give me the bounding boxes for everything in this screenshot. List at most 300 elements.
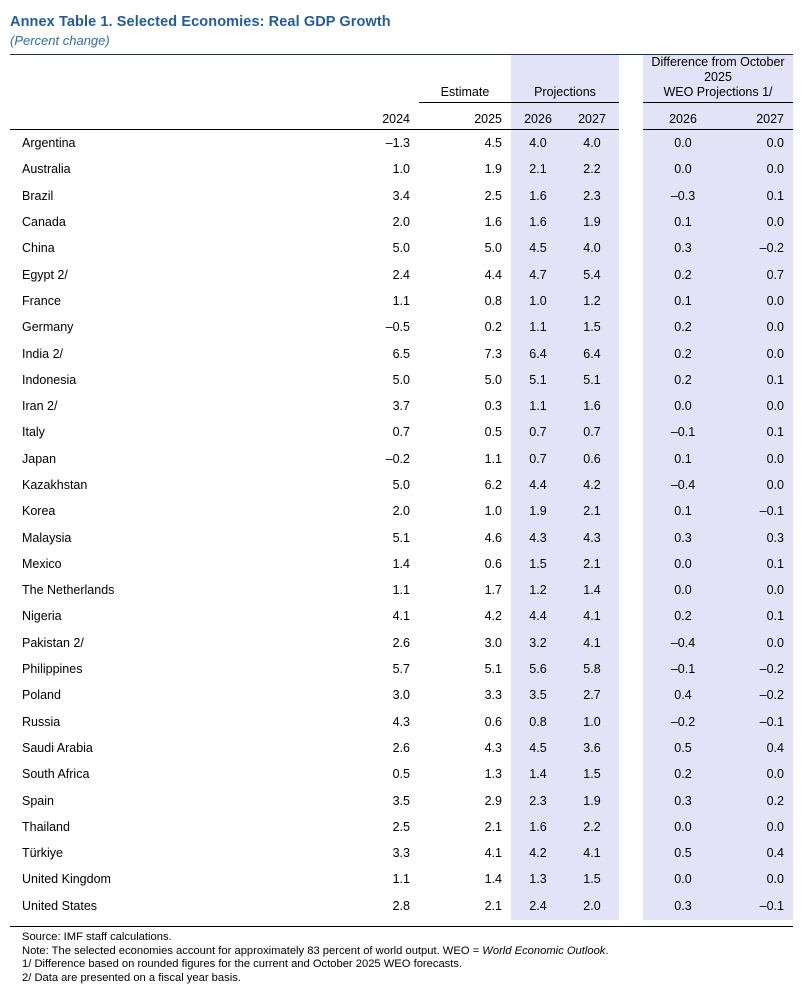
table-row <box>10 682 793 708</box>
cell-2026-projection: 1.6 <box>511 183 565 209</box>
cell-2026-projection: 6.4 <box>511 340 565 366</box>
cell-2025-estimate: 0.3 <box>484 399 502 414</box>
cell-diff-2026: –0.4 <box>643 630 723 656</box>
cell-2024: 1.4 <box>392 556 410 571</box>
cell-2027-projection: 2.2 <box>565 156 619 182</box>
cell-gap <box>619 840 643 866</box>
cell-gap <box>619 709 643 735</box>
cell-2026-projection: 1.4 <box>511 761 565 787</box>
cell-2026-projection: 4.5 <box>511 235 565 261</box>
cell-diff-2026: 0.2 <box>643 603 723 629</box>
cell-2024: –0.2 <box>385 451 410 466</box>
cell-2025-estimate: 1.4 <box>484 872 502 887</box>
cell-2027-projection: 6.4 <box>565 340 619 366</box>
cell-diff-2026: 0.4 <box>643 682 723 708</box>
cell-2027-projection: 2.1 <box>565 551 619 577</box>
cell-2027-projection: 5.1 <box>565 367 619 393</box>
header-year-diff-2027: 2027 <box>723 105 793 130</box>
cell-diff-2026: 0.2 <box>643 761 723 787</box>
cell-2024: 2.6 <box>392 635 410 650</box>
cell-2027-projection: 2.3 <box>565 183 619 209</box>
cell-2024: 6.5 <box>392 346 410 361</box>
cell-2027-projection: 4.2 <box>565 472 619 498</box>
cell-country: Türkiye <box>22 846 63 861</box>
cell-2026-projection: 4.2 <box>511 840 565 866</box>
cell-gap <box>619 551 643 577</box>
cell-2027-projection: 0.7 <box>565 419 619 445</box>
cell-gap <box>619 866 643 892</box>
cell-2026-projection: 4.4 <box>511 603 565 629</box>
cell-2027-projection: 4.0 <box>565 130 619 157</box>
cell-2025-estimate: 1.0 <box>484 504 502 519</box>
cell-gap <box>619 446 643 472</box>
cell-gap <box>619 603 643 629</box>
cell-diff-2026: –0.1 <box>643 419 723 445</box>
cell-diff-2027: –0.1 <box>723 709 793 735</box>
table-row <box>10 209 793 235</box>
cell-2027-projection: 4.1 <box>565 630 619 656</box>
cell-2024: 5.1 <box>392 530 410 545</box>
cell-diff-2027: 0.4 <box>723 735 793 761</box>
cell-2024: 2.8 <box>392 898 410 913</box>
note-general <box>22 945 793 959</box>
cell-country: Canada <box>22 215 66 230</box>
cell-diff-2027: 0.0 <box>723 472 793 498</box>
table-row <box>10 787 793 813</box>
cell-gap <box>619 235 643 261</box>
page-title: Annex Table 1. Selected Economies: Real GDP Growth <box>10 14 391 30</box>
cell-diff-2026: 0.0 <box>643 814 723 840</box>
cell-2027-projection: 2.0 <box>565 893 619 920</box>
header-group-estimate <box>419 55 511 105</box>
cell-2025-estimate: 4.1 <box>484 846 502 861</box>
cell-2024: 1.1 <box>392 293 410 308</box>
cell-diff-2026: 0.5 <box>643 735 723 761</box>
cell-2024: 0.7 <box>392 425 410 440</box>
table-row <box>10 340 793 366</box>
table-row <box>10 735 793 761</box>
cell-diff-2027: 0.3 <box>723 524 793 550</box>
table-row <box>10 840 793 866</box>
group-header-row <box>10 55 793 105</box>
cell-2025-estimate: 1.9 <box>484 162 502 177</box>
cell-2025-estimate: 1.1 <box>484 451 502 466</box>
cell-country: Russia <box>22 714 61 729</box>
cell-country: Brazil <box>22 188 54 203</box>
cell-2025-estimate: 1.7 <box>484 583 502 598</box>
cell-country: Kazakhstan <box>22 478 88 492</box>
table-row <box>10 419 793 445</box>
cell-2027-projection: 5.8 <box>565 656 619 682</box>
note-general-suffix: . <box>605 944 609 957</box>
cell-2024: 3.4 <box>392 188 410 203</box>
cell-2025-estimate: 0.5 <box>484 425 502 440</box>
table-row <box>10 314 793 340</box>
cell-diff-2027: 0.0 <box>723 130 793 157</box>
cell-2026-projection: 2.4 <box>511 893 565 920</box>
cell-2027-projection: 1.5 <box>565 761 619 787</box>
cell-diff-2027: –0.2 <box>723 235 793 261</box>
table-row <box>10 893 793 920</box>
cell-diff-2027: 0.0 <box>723 156 793 182</box>
cell-2025-estimate: 0.2 <box>484 320 502 335</box>
cell-2026-projection: 1.5 <box>511 551 565 577</box>
cell-country: Germany <box>22 320 74 335</box>
cell-2026-projection: 4.5 <box>511 735 565 761</box>
cell-country: China <box>22 241 55 256</box>
table-row <box>10 630 793 656</box>
cell-2027-projection: 1.0 <box>565 709 619 735</box>
table-row <box>10 709 793 735</box>
cell-2027-projection: 1.6 <box>565 393 619 419</box>
cell-2024: 2.5 <box>392 819 410 834</box>
cell-2026-projection: 3.2 <box>511 630 565 656</box>
cell-2026-projection: 2.1 <box>511 156 565 182</box>
cell-country: Iran 2/ <box>22 399 58 414</box>
cell-2024: 3.0 <box>392 688 410 703</box>
cell-gap <box>619 367 643 393</box>
cell-diff-2026: 0.0 <box>643 551 723 577</box>
gdp-table <box>10 55 793 920</box>
table-row <box>10 472 793 498</box>
header-blank-2024 <box>363 55 419 105</box>
cell-gap <box>619 340 643 366</box>
table-row <box>10 183 793 209</box>
cell-country: Indonesia <box>22 372 77 387</box>
cell-2027-projection: 1.5 <box>565 314 619 340</box>
header-group-projections <box>511 55 619 105</box>
header-group-difference <box>643 55 793 105</box>
table-row <box>10 577 793 603</box>
table-row <box>10 288 793 314</box>
cell-2027-projection: 4.3 <box>565 524 619 550</box>
cell-2025-estimate: 6.2 <box>484 478 502 492</box>
cell-2026-projection: 0.7 <box>511 446 565 472</box>
cell-2027-projection: 4.1 <box>565 603 619 629</box>
cell-diff-2027: 0.1 <box>723 367 793 393</box>
header-group-difference-line1: Difference from October 2025 <box>651 55 785 84</box>
cell-2024: –0.5 <box>385 320 410 335</box>
header-year-2025: 2025 <box>419 105 511 130</box>
cell-2024: 4.1 <box>392 609 410 624</box>
header-gap-column <box>619 55 643 105</box>
cell-country: Mexico <box>22 556 62 571</box>
cell-country: France <box>22 293 61 308</box>
cell-diff-2027: 0.1 <box>723 419 793 445</box>
cell-2025-estimate: 5.0 <box>484 372 502 387</box>
cell-country: South Africa <box>22 767 90 782</box>
cell-2027-projection: 1.2 <box>565 288 619 314</box>
cell-gap <box>619 761 643 787</box>
cell-2024: 3.3 <box>392 846 410 861</box>
cell-2025-estimate: 0.6 <box>484 556 502 571</box>
cell-country: Korea <box>22 504 56 519</box>
table-row <box>10 393 793 419</box>
cell-2027-projection: 3.6 <box>565 735 619 761</box>
cell-diff-2027: 0.0 <box>723 446 793 472</box>
cell-gap <box>619 472 643 498</box>
header-year-proj-2027: 2027 <box>565 105 619 130</box>
cell-country: Argentina <box>22 136 76 151</box>
cell-diff-2026: 0.3 <box>643 787 723 813</box>
table-row <box>10 367 793 393</box>
cell-diff-2027: 0.0 <box>723 761 793 787</box>
year-header-row <box>10 105 793 130</box>
cell-diff-2027: 0.2 <box>723 787 793 813</box>
cell-2026-projection: 0.7 <box>511 419 565 445</box>
cell-country: Japan <box>22 451 57 466</box>
cell-2026-projection: 2.3 <box>511 787 565 813</box>
cell-diff-2027: 0.4 <box>723 840 793 866</box>
cell-2026-projection: 4.7 <box>511 261 565 287</box>
cell-2024: 5.0 <box>392 372 410 387</box>
cell-diff-2027: 0.1 <box>723 183 793 209</box>
cell-2025-estimate: 4.5 <box>484 136 502 151</box>
cell-2024: 1.1 <box>392 872 410 887</box>
cell-2024: 1.1 <box>392 583 410 598</box>
cell-2025-estimate: 5.0 <box>484 241 502 256</box>
table-row <box>10 156 793 182</box>
note-footnote-2: 2/ Data are presented on a fiscal year basis. <box>22 971 241 984</box>
cell-2024: 5.0 <box>392 241 410 256</box>
cell-diff-2027: –0.1 <box>723 498 793 524</box>
cell-2026-projection: 4.4 <box>511 472 565 498</box>
cell-gap <box>619 419 643 445</box>
cell-diff-2027: 0.0 <box>723 314 793 340</box>
cell-gap <box>619 209 643 235</box>
cell-diff-2026: 0.0 <box>643 577 723 603</box>
table-row <box>10 498 793 524</box>
cell-2026-projection: 4.0 <box>511 130 565 157</box>
cell-gap <box>619 524 643 550</box>
cell-country: Australia <box>22 162 71 177</box>
cell-diff-2026: 0.5 <box>643 840 723 866</box>
table-row <box>10 446 793 472</box>
cell-gap <box>619 630 643 656</box>
note-footnote-1: 1/ Difference based on rounded figures for the current and October 2025 WEO forecasts. <box>22 958 463 971</box>
header-gap-blank <box>619 105 643 130</box>
cell-diff-2026: 0.0 <box>643 156 723 182</box>
table-row <box>10 603 793 629</box>
cell-2026-projection: 3.5 <box>511 682 565 708</box>
cell-gap <box>619 656 643 682</box>
cell-2027-projection: 4.1 <box>565 840 619 866</box>
cell-2025-estimate: 1.6 <box>484 215 502 230</box>
table-row <box>10 235 793 261</box>
cell-diff-2026: 0.0 <box>643 393 723 419</box>
cell-diff-2026: –0.3 <box>643 183 723 209</box>
header-year-2024: 2024 <box>363 105 419 130</box>
cell-2024: 1.0 <box>392 162 410 177</box>
cell-diff-2026: 0.2 <box>643 314 723 340</box>
cell-gap <box>619 156 643 182</box>
cell-2025-estimate: 5.1 <box>484 662 502 677</box>
cell-country: Egypt 2/ <box>22 267 68 282</box>
cell-2027-projection: 1.9 <box>565 209 619 235</box>
cell-gap <box>619 314 643 340</box>
note-general-prefix: Note: The selected economies account for approximately 83 percent of world output. WEO = <box>22 944 483 957</box>
cell-country: United States <box>22 898 98 913</box>
cell-2026-projection: 1.1 <box>511 393 565 419</box>
cell-country: India 2/ <box>22 346 64 361</box>
cell-country: Poland <box>22 688 61 703</box>
cell-gap <box>619 130 643 157</box>
header-group-difference-line2: WEO Projections 1/ <box>663 85 773 99</box>
table-row <box>10 261 793 287</box>
cell-2025-estimate: 4.4 <box>484 267 502 282</box>
cell-diff-2026: –0.4 <box>643 472 723 498</box>
cell-country: Malaysia <box>22 530 72 545</box>
cell-2026-projection: 1.6 <box>511 209 565 235</box>
cell-gap <box>619 288 643 314</box>
cell-2026-projection: 1.1 <box>511 314 565 340</box>
cell-2026-projection: 1.2 <box>511 577 565 603</box>
cell-country: Italy <box>22 425 45 440</box>
cell-2024: –1.3 <box>385 136 410 151</box>
header-country-blank <box>10 105 363 130</box>
cell-gap <box>619 577 643 603</box>
cell-2026-projection: 1.9 <box>511 498 565 524</box>
cell-gap <box>619 498 643 524</box>
cell-2024: 3.5 <box>392 793 410 808</box>
cell-2024: 0.5 <box>392 767 410 782</box>
table-row <box>10 761 793 787</box>
cell-gap <box>619 261 643 287</box>
cell-gap <box>619 787 643 813</box>
cell-diff-2027: 0.0 <box>723 577 793 603</box>
cell-2026-projection: 4.3 <box>511 524 565 550</box>
table-row <box>10 524 793 550</box>
cell-2027-projection: 2.1 <box>565 498 619 524</box>
cell-diff-2027: 0.0 <box>723 393 793 419</box>
table-body <box>10 130 793 920</box>
header-year-proj-2026: 2026 <box>511 105 565 130</box>
cell-country: Pakistan 2/ <box>22 635 84 650</box>
cell-gap <box>619 893 643 920</box>
cell-2025-estimate: 2.1 <box>484 898 502 913</box>
cell-gap <box>619 393 643 419</box>
table-row <box>10 866 793 892</box>
cell-country: Nigeria <box>22 609 62 624</box>
cell-diff-2026: 0.0 <box>643 130 723 157</box>
cell-diff-2027: –0.1 <box>723 893 793 920</box>
page-subtitle: (Percent change) <box>10 33 110 48</box>
cell-gap <box>619 682 643 708</box>
cell-2027-projection: 1.4 <box>565 577 619 603</box>
cell-diff-2027: 0.1 <box>723 603 793 629</box>
cell-diff-2027: 0.0 <box>723 866 793 892</box>
cell-2027-projection: 1.9 <box>565 787 619 813</box>
cell-country: Spain <box>22 793 54 808</box>
cell-2025-estimate: 1.3 <box>484 767 502 782</box>
cell-2025-estimate: 2.5 <box>484 188 502 203</box>
cell-diff-2026: 0.1 <box>643 446 723 472</box>
cell-diff-2027: 0.0 <box>723 209 793 235</box>
cell-2025-estimate: 4.6 <box>484 530 502 545</box>
table-row <box>10 551 793 577</box>
cell-2026-projection: 1.6 <box>511 814 565 840</box>
cell-2027-projection: 2.7 <box>565 682 619 708</box>
cell-2024: 2.6 <box>392 740 410 755</box>
cell-2025-estimate: 7.3 <box>484 346 502 361</box>
cell-diff-2027: –0.2 <box>723 682 793 708</box>
cell-diff-2026: 0.1 <box>643 288 723 314</box>
cell-diff-2026: 0.1 <box>643 209 723 235</box>
cell-2025-estimate: 0.8 <box>484 293 502 308</box>
cell-2025-estimate: 2.9 <box>484 793 502 808</box>
cell-2025-estimate: 0.6 <box>484 714 502 729</box>
cell-2026-projection: 5.1 <box>511 367 565 393</box>
cell-country: Thailand <box>22 819 70 834</box>
cell-2027-projection: 2.2 <box>565 814 619 840</box>
cell-gap <box>619 183 643 209</box>
cell-diff-2026: 0.2 <box>643 367 723 393</box>
header-group-difference-label <box>643 55 793 103</box>
note-source: Source: IMF staff calculations. <box>22 930 172 943</box>
cell-2024: 4.3 <box>392 714 410 729</box>
cell-diff-2026: 0.3 <box>643 235 723 261</box>
cell-diff-2027: 0.0 <box>723 630 793 656</box>
header-year-diff-2026: 2026 <box>643 105 723 130</box>
cell-2026-projection: 5.6 <box>511 656 565 682</box>
cell-diff-2027: 0.1 <box>723 551 793 577</box>
table-row <box>10 130 793 157</box>
cell-diff-2027: 0.7 <box>723 261 793 287</box>
cell-diff-2026: 0.0 <box>643 866 723 892</box>
cell-2025-estimate: 4.2 <box>484 609 502 624</box>
cell-2026-projection: 0.8 <box>511 709 565 735</box>
cell-diff-2026: 0.2 <box>643 261 723 287</box>
cell-2025-estimate: 3.0 <box>484 635 502 650</box>
cell-2027-projection: 4.0 <box>565 235 619 261</box>
cell-2025-estimate: 2.1 <box>484 819 502 834</box>
cell-2027-projection: 1.5 <box>565 866 619 892</box>
cell-diff-2027: 0.0 <box>723 814 793 840</box>
header-group-projections-label: Projections <box>511 85 619 103</box>
cell-diff-2026: 0.3 <box>643 524 723 550</box>
cell-country: Saudi Arabia <box>22 740 93 755</box>
table-row <box>10 656 793 682</box>
cell-diff-2026: 0.2 <box>643 340 723 366</box>
cell-country: The Netherlands <box>22 583 115 598</box>
cell-diff-2026: 0.1 <box>643 498 723 524</box>
cell-diff-2026: 0.3 <box>643 893 723 920</box>
cell-2027-projection: 5.4 <box>565 261 619 287</box>
cell-diff-2027: –0.2 <box>723 656 793 682</box>
cell-2024: 5.0 <box>392 478 410 492</box>
cell-2025-estimate: 4.3 <box>484 740 502 755</box>
cell-diff-2027: 0.0 <box>723 288 793 314</box>
cell-2024: 2.4 <box>392 267 410 282</box>
table-notes <box>10 927 793 985</box>
cell-2027-projection: 0.6 <box>565 446 619 472</box>
cell-diff-2027: 0.0 <box>723 340 793 366</box>
cell-country: United Kingdom <box>22 872 111 887</box>
cell-2026-projection: 1.0 <box>511 288 565 314</box>
header-group-estimate-label: Estimate <box>419 85 511 103</box>
table-head <box>10 55 793 130</box>
cell-2024: 3.7 <box>392 399 410 414</box>
cell-country: Philippines <box>22 662 83 677</box>
cell-2026-projection: 1.3 <box>511 866 565 892</box>
cell-gap <box>619 735 643 761</box>
cell-2024: 5.7 <box>392 662 410 677</box>
cell-diff-2026: –0.1 <box>643 656 723 682</box>
cell-2024: 2.0 <box>392 504 410 519</box>
cell-2025-estimate: 3.3 <box>484 688 502 703</box>
note-general-italic: World Economic Outlook <box>482 944 606 957</box>
cell-2024: 2.0 <box>392 215 410 230</box>
